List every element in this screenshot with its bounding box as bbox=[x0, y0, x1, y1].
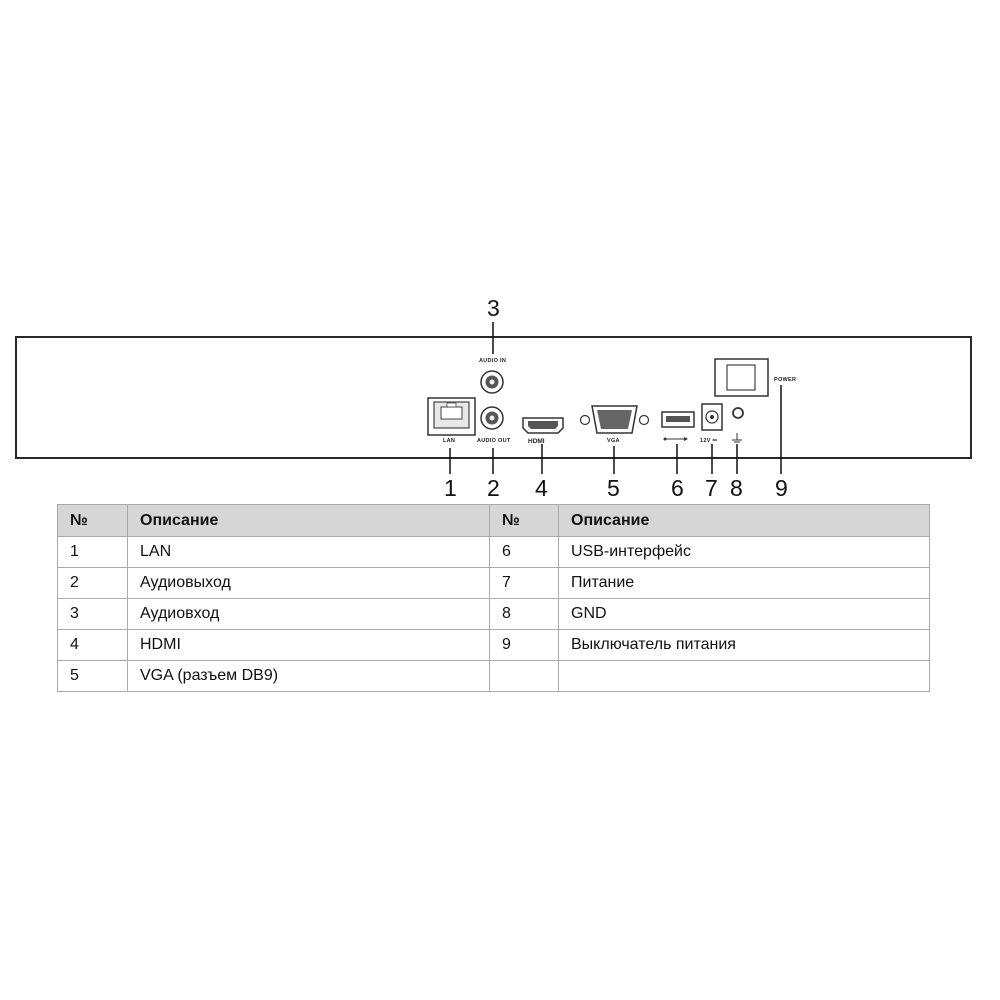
row-number: 6 bbox=[490, 537, 559, 568]
callout-9: 9 bbox=[775, 475, 788, 500]
row-number: 7 bbox=[490, 568, 559, 599]
row-description: HDMI bbox=[128, 630, 490, 661]
callout-7: 7 bbox=[705, 475, 718, 500]
row-number bbox=[490, 661, 559, 692]
row-description: LAN bbox=[128, 537, 490, 568]
row-number: 4 bbox=[58, 630, 128, 661]
power-switch-label: POWER bbox=[774, 377, 797, 383]
row-number: 1 bbox=[58, 537, 128, 568]
row-description: VGA (разъем DB9) bbox=[128, 661, 490, 692]
table-row bbox=[58, 568, 930, 599]
row-number: 5 bbox=[58, 661, 128, 692]
table-row bbox=[58, 599, 930, 630]
callout-5: 5 bbox=[607, 475, 620, 500]
callout-2: 2 bbox=[487, 475, 500, 500]
audio-in-label: AUDIO IN bbox=[479, 358, 507, 364]
row-number: 8 bbox=[490, 599, 559, 630]
row-description: Аудиовыход bbox=[128, 568, 490, 599]
row-description: Питание bbox=[559, 568, 930, 599]
audio-out-label: AUDIO OUT bbox=[477, 438, 511, 444]
row-description bbox=[559, 661, 930, 692]
row-number: 2 bbox=[58, 568, 128, 599]
table-row bbox=[58, 661, 930, 692]
row-number: 3 bbox=[58, 599, 128, 630]
audio-jack-icon bbox=[481, 407, 503, 429]
rj45-port-icon bbox=[428, 398, 475, 435]
col-header-number: № bbox=[58, 505, 128, 537]
hdmi-port-icon bbox=[523, 418, 563, 433]
callout-6: 6 bbox=[671, 475, 684, 500]
table-row bbox=[58, 537, 930, 568]
col-header-description: Описание bbox=[128, 505, 490, 537]
callout-8: 8 bbox=[730, 475, 743, 500]
callout-3: 3 bbox=[487, 295, 500, 321]
col-header-description: Описание bbox=[559, 505, 930, 537]
col-header-number: № bbox=[490, 505, 559, 537]
legend-header-row bbox=[58, 505, 930, 537]
rocker-switch-icon bbox=[715, 359, 768, 396]
dc-power-jack-icon bbox=[702, 404, 722, 430]
row-description: Аудиовход bbox=[128, 599, 490, 630]
legend-table bbox=[57, 504, 930, 692]
power-input-label: 12V ⎓ bbox=[700, 438, 718, 444]
vga-port-label: VGA bbox=[607, 438, 620, 444]
row-description: GND bbox=[559, 599, 930, 630]
callout-4: 4 bbox=[535, 475, 548, 500]
lan-port-label: LAN bbox=[443, 438, 456, 444]
callout-1: 1 bbox=[444, 475, 457, 500]
table-row bbox=[58, 630, 930, 661]
row-description: USB-интерфейс bbox=[559, 537, 930, 568]
row-description: Выключатель питания bbox=[559, 630, 930, 661]
audio-jack-icon bbox=[481, 371, 503, 393]
row-number: 9 bbox=[490, 630, 559, 661]
hdmi-port-label: HDMI bbox=[528, 438, 545, 445]
